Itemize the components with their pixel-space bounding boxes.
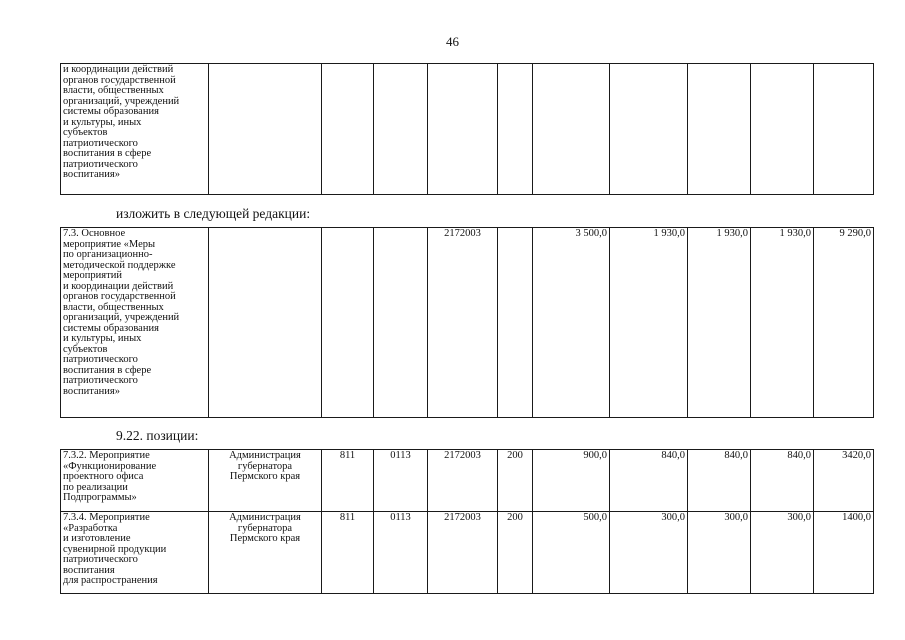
grbs-cell: 811 bbox=[322, 512, 374, 594]
total-cell: 3420,0 bbox=[814, 450, 874, 512]
target-article-cell bbox=[428, 64, 498, 195]
positions-heading: 9.22. позиции: bbox=[116, 428, 199, 443]
total-cell: 1400,0 bbox=[814, 512, 874, 594]
value-cell: 1 930,0 bbox=[610, 228, 688, 418]
value-cell: 900,0 bbox=[533, 450, 610, 512]
value-cell: 300,0 bbox=[610, 512, 688, 594]
section-cell bbox=[374, 228, 428, 418]
table-row bbox=[61, 228, 874, 418]
continuation-table bbox=[60, 63, 874, 195]
value-cell: 1 930,0 bbox=[751, 228, 814, 418]
executor-cell: Администрация губернатора Пермского края bbox=[209, 512, 322, 594]
executor-cell bbox=[209, 64, 322, 195]
expense-type-cell: 200 bbox=[498, 512, 533, 594]
positions-table bbox=[60, 449, 874, 594]
value-cell: 1 930,0 bbox=[688, 228, 751, 418]
grbs-cell bbox=[322, 228, 374, 418]
value-cell bbox=[688, 64, 751, 195]
section-cell bbox=[374, 64, 428, 195]
page-number: 46 bbox=[446, 34, 459, 49]
value-cell bbox=[751, 64, 814, 195]
value-cell: 3 500,0 bbox=[533, 228, 610, 418]
expense-type-cell bbox=[498, 64, 533, 195]
total-cell: 9 290,0 bbox=[814, 228, 874, 418]
value-cell bbox=[610, 64, 688, 195]
value-cell: 300,0 bbox=[688, 512, 751, 594]
section-cell: 0113 bbox=[374, 512, 428, 594]
target-article-cell: 2172003 bbox=[428, 450, 498, 512]
value-cell: 840,0 bbox=[610, 450, 688, 512]
edit-instruction: изложить в следующей редакции: bbox=[116, 206, 311, 221]
description-cell: и координации действий органов государственной власти, общественных организаций, учреждений системы образования и культуры, иных субъектов патриотического воспитания в сфере патриотического воспитания» bbox=[61, 64, 209, 195]
expense-type-cell bbox=[498, 228, 533, 418]
description-cell: 7.3.4. Мероприятие «Разработка и изготовление сувенирной продукции патриотического воспитания для распространения bbox=[61, 512, 209, 594]
value-cell: 840,0 bbox=[688, 450, 751, 512]
description-cell: 7.3. Основное мероприятие «Меры по организационно- методической поддержке мероприятий и координации действий органов государственной власти, общественных организаций, учреждений системы образования и культуры, иных субъектов патриотического воспитания в сфере патриотического воспитания» bbox=[61, 228, 209, 418]
value-cell bbox=[533, 64, 610, 195]
total-cell bbox=[814, 64, 874, 195]
value-cell: 840,0 bbox=[751, 450, 814, 512]
target-article-cell: 2172003 bbox=[428, 228, 498, 418]
revised-item-table bbox=[60, 227, 874, 418]
grbs-cell bbox=[322, 64, 374, 195]
value-cell: 300,0 bbox=[751, 512, 814, 594]
table-row bbox=[61, 64, 874, 195]
description-cell: 7.3.2. Мероприятие «Функционирование проектного офиса по реализации Подпрограммы» bbox=[61, 450, 209, 512]
grbs-cell: 811 bbox=[322, 450, 374, 512]
target-article-cell: 2172003 bbox=[428, 512, 498, 594]
executor-cell: Администрация губернатора Пермского края bbox=[209, 450, 322, 512]
executor-cell bbox=[209, 228, 322, 418]
table-row bbox=[61, 450, 874, 512]
expense-type-cell: 200 bbox=[498, 450, 533, 512]
section-cell: 0113 bbox=[374, 450, 428, 512]
table-row bbox=[61, 512, 874, 594]
value-cell: 500,0 bbox=[533, 512, 610, 594]
